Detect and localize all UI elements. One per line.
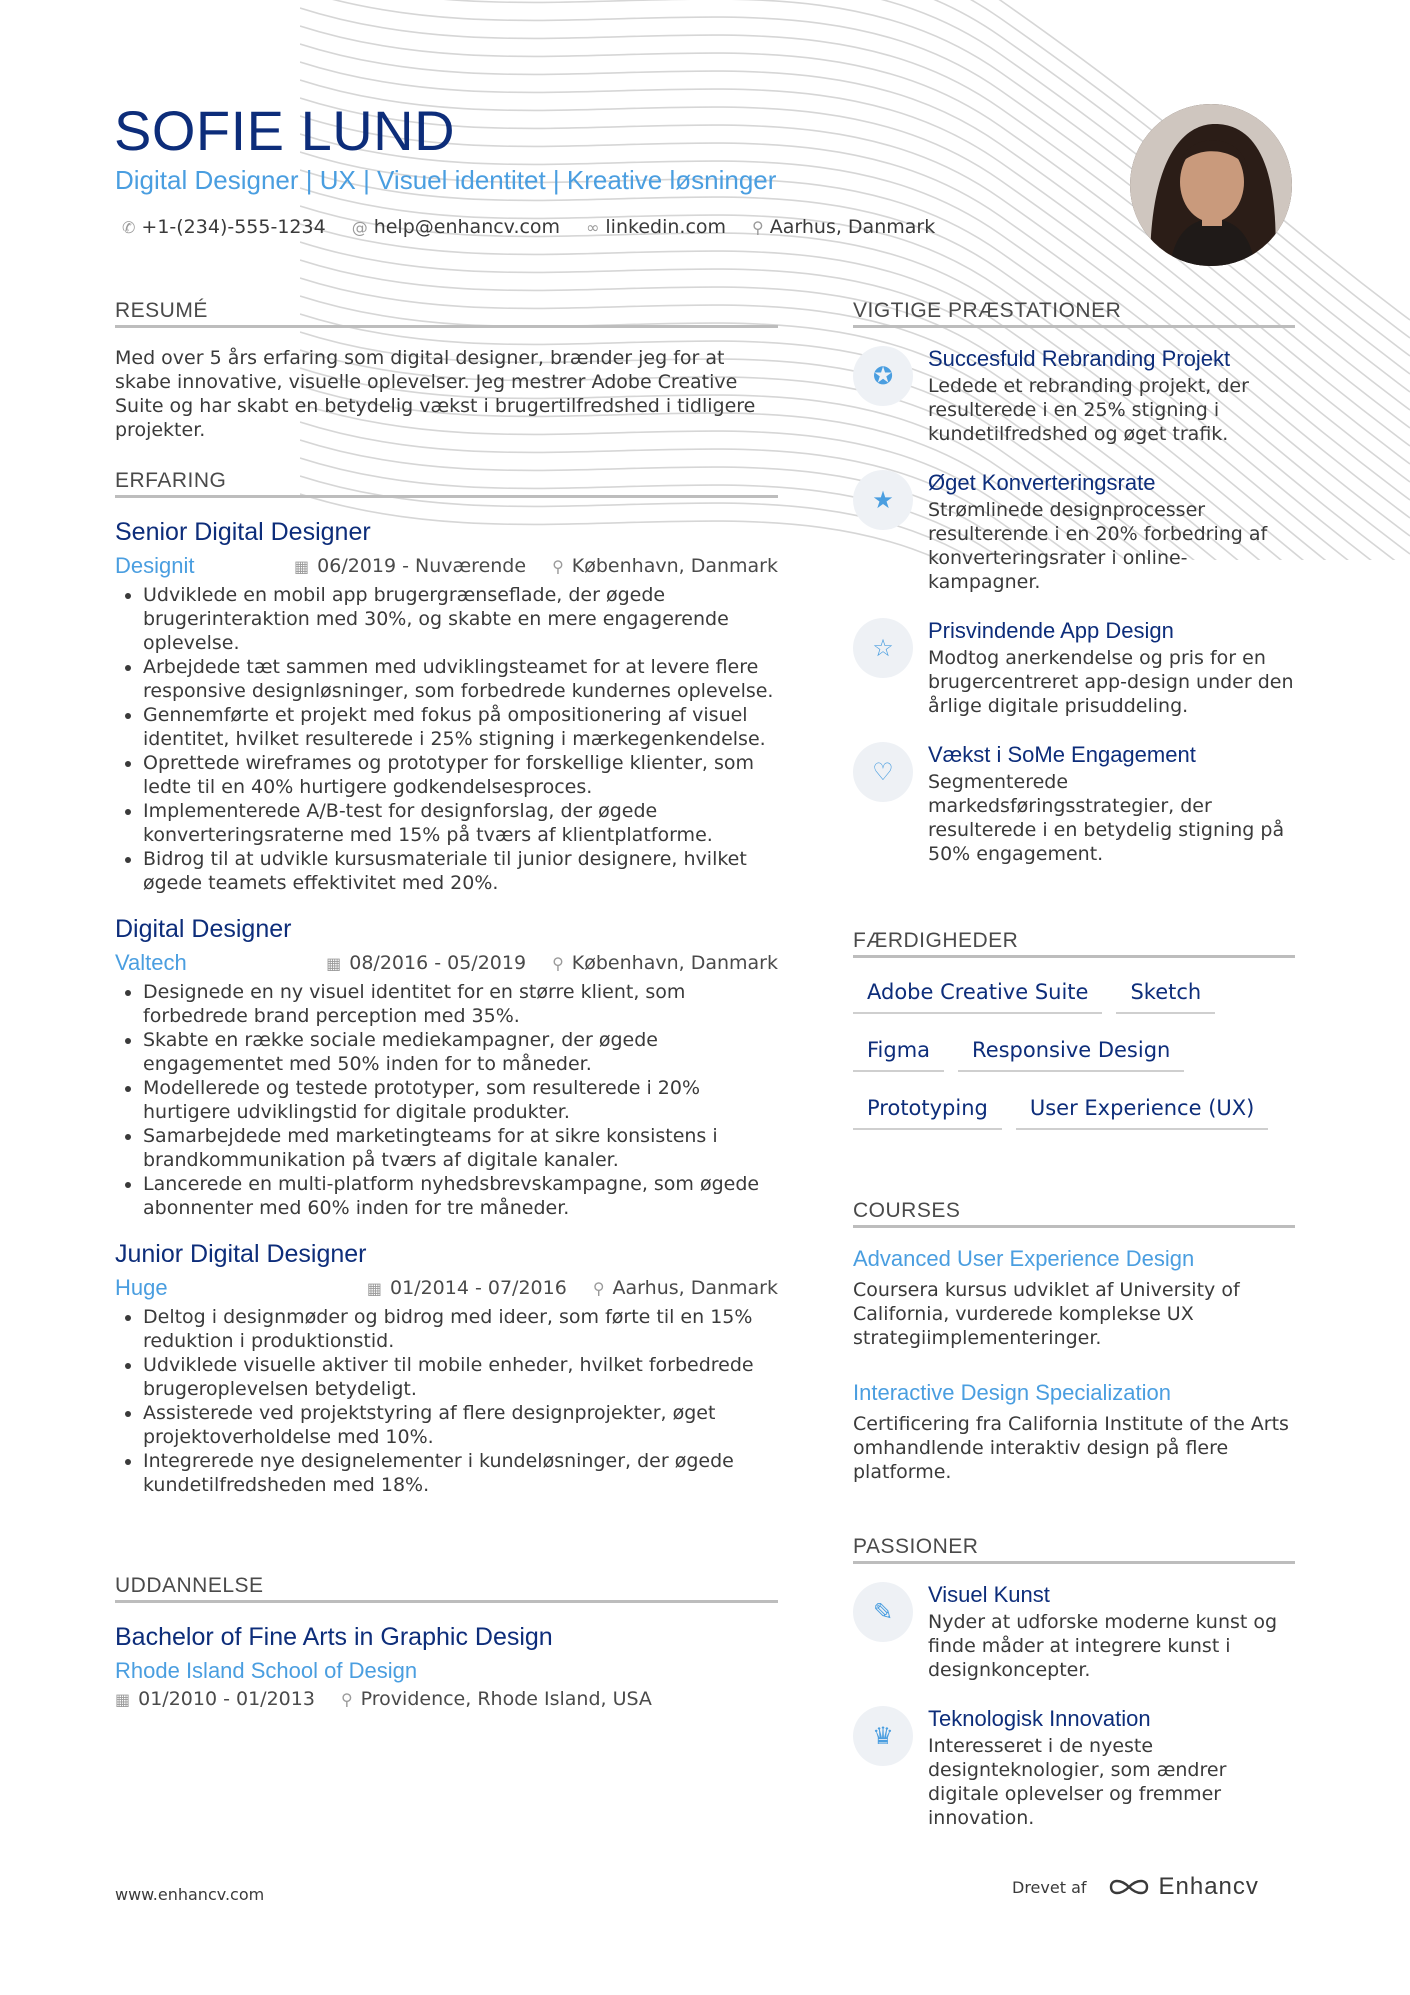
job-meta [115, 553, 778, 579]
job-entry [115, 1240, 778, 1497]
footer-website[interactable]: www.enhancv.com [115, 1885, 265, 1904]
achievement-item [853, 618, 1295, 718]
achievement-title: Succesfuld Rebranding Projekt [928, 346, 1231, 371]
job-title: Digital Designer [115, 915, 292, 943]
at-icon: @ [351, 217, 368, 237]
job-bullet: • Lancerede en multi-platform nyhedsbrevskampagne, som øgede abonnenter med 60% inden for tre måneder. [143, 1172, 778, 1220]
course-item [853, 1380, 1295, 1484]
experience-section-title: ERFARING [115, 469, 778, 498]
achievement-desc: Strømlinede designprocesser resulterende i en 20% forbedring af konverteringsrater i online-kampagner. [928, 499, 1268, 593]
job-company: Designit [115, 553, 195, 578]
job-bullet: • Modellerede og testede prototyper, som resulterede i 20% hurtigere udviklingstid for digitale produkter. [143, 1076, 778, 1124]
passion-item [853, 1706, 1295, 1830]
achievement-desc: Modtog anerkendelse og pris for en brugercentreret app-design under den årlige digitale prisuddeling. [928, 647, 1294, 717]
location-icon: ⚲ [552, 953, 564, 973]
passion-title: Visuel Kunst [928, 1582, 1050, 1607]
achievement-desc: Ledede et rebranding projekt, der resulterede i en 25% stigning i kundetilfredshed og øget trafik. [928, 375, 1249, 445]
powered-by-label: Drevet af [1012, 1877, 1087, 1897]
job-company: Huge [115, 1275, 168, 1300]
brush-icon: ✎ [853, 1582, 913, 1642]
education-location [341, 1688, 652, 1710]
skill-tag: Prototyping [853, 1090, 1002, 1130]
courses-section [853, 1199, 1295, 1484]
passion-item [853, 1582, 1295, 1682]
profile-photo [1130, 104, 1292, 266]
job-dates-text: 08/2016 - 05/2019 [349, 952, 527, 974]
education-school: Rhode Island School of Design [115, 1658, 418, 1683]
location-icon: ⚲ [592, 1278, 605, 1298]
course-desc: Certificering fra California Institute of the Arts omhandlende interaktiv design på flere platforme. [853, 1413, 1289, 1483]
contact-phone-text: +1-(234)-555-1234 [141, 216, 326, 238]
location-icon: ⚲ [340, 1689, 353, 1709]
skill-tag: Figma [853, 1032, 944, 1072]
job-dates-text: 06/2019 - Nuværende [317, 555, 527, 577]
left-column [115, 299, 778, 442]
passion-title: Teknologisk Innovation [928, 1706, 1151, 1731]
trophy-icon: ♛ [853, 1706, 913, 1766]
passions-section [853, 1535, 1295, 1830]
job-entry [115, 518, 778, 895]
award-icon: ✪ [853, 346, 913, 406]
achievement-desc: Segmenterede markedsføringsstrategier, der resulterede i en betydelig stigning på 50% engagement. [928, 771, 1285, 865]
lightbulb-icon: ♡ [853, 742, 913, 802]
job-bullet: • Deltog i designmøder og bidrog med ideer, som førte til en 15% reduktion i produktionstid. [143, 1305, 778, 1353]
candidate-name: SOFIE LUND [114, 99, 456, 162]
skill-tag: User Experience (UX) [1016, 1090, 1268, 1130]
course-title: Interactive Design Specialization [853, 1380, 1171, 1405]
phone-icon: ✆ [122, 217, 136, 237]
calendar-icon: ▦ [115, 1689, 131, 1709]
location-icon: ⚲ [752, 217, 764, 237]
job-bullet: • Samarbejdede med marketingteams for at sikre konsistens i brandkommunikation på tværs af digitale kanaler. [143, 1124, 778, 1172]
job-location-text: Aarhus, Danmark [612, 1277, 778, 1299]
skill-tag: Adobe Creative Suite [853, 974, 1102, 1014]
skills-section [853, 929, 1295, 1148]
achievement-item [853, 470, 1295, 594]
contact-location [752, 216, 935, 238]
achievements-section-title: VIGTIGE PRÆSTATIONER [853, 299, 1295, 328]
education-dates [115, 1688, 315, 1710]
job-location [552, 952, 778, 974]
skill-tag: Sketch [1116, 974, 1215, 1014]
candidate-tagline: Digital Designer | UX | Visuel identitet | Kreative løsninger [115, 165, 777, 195]
job-bullets [115, 1305, 778, 1497]
infinity-logo-icon [1107, 1875, 1151, 1899]
contact-linkedin-text: linkedin.com [605, 216, 727, 238]
achievements-section [853, 299, 1295, 866]
job-bullet: • Implementerede A/B-test for designforslag, der øgede konverteringsraterne med 15% på tværs af klientplatforme. [143, 799, 778, 847]
job-bullet: • Arbejdede tæt sammen med udviklingsteamet for at levere flere responsive designløsninger, som forbedrede kundernes oplevelse. [143, 655, 778, 703]
education-section [115, 1574, 778, 1710]
job-bullet: • Bidrog til at udvikle kursusmateriale til junior designere, hvilket øgede teamets effektivitet med 20%. [143, 847, 778, 895]
job-bullet: • Oprettede wireframes og prototyper for forskellige klienter, som ledte til en 40% hurtigere godkendelsesproces. [143, 751, 778, 799]
education-dates-text: 01/2010 - 01/2013 [138, 1688, 315, 1710]
job-title: Senior Digital Designer [115, 518, 371, 546]
achievement-title: Prisvindende App Design [928, 618, 1174, 643]
education-section-title: UDDANNELSE [115, 1574, 778, 1603]
job-title: Junior Digital Designer [115, 1240, 367, 1268]
calendar-icon: ▦ [326, 953, 342, 973]
job-entry [115, 915, 778, 1220]
education-location-text: Providence, Rhode Island, USA [360, 1688, 652, 1710]
achievement-title: Vækst i SoMe Engagement [928, 742, 1196, 767]
brand-logo[interactable] [1107, 1873, 1259, 1901]
education-meta [115, 1688, 778, 1710]
job-location-text: København, Danmark [571, 555, 778, 577]
calendar-icon: ▦ [366, 1278, 382, 1298]
star-filled-icon: ★ [853, 470, 913, 530]
job-bullet: • Assisterede ved projektstyring af flere designprojekter, øget projektoverholdelse med 10%. [143, 1401, 778, 1449]
calendar-icon: ▦ [294, 556, 310, 576]
skill-tag: Responsive Design [958, 1032, 1184, 1072]
job-bullets [115, 583, 778, 895]
job-dates [294, 555, 526, 577]
skills-list [853, 974, 1295, 1148]
course-desc: Coursera kursus udviklet af University of California, vurderede komplekse UX strategiimplementeringer. [853, 1279, 1240, 1349]
achievement-title: Øget Konverteringsrate [928, 470, 1156, 495]
course-title: Advanced User Experience Design [853, 1246, 1195, 1271]
job-bullet: • Udviklede en mobil app brugergrænseflade, der øgede brugerinteraktion med 30%, og skabte en mere engagerende oplevelse. [143, 583, 778, 655]
course-item [853, 1246, 1295, 1350]
skills-section-title: FÆRDIGHEDER [853, 929, 1295, 958]
job-dates [367, 1277, 567, 1299]
passions-section-title: PASSIONER [853, 1535, 1295, 1564]
job-bullets [115, 980, 778, 1220]
contact-bar [122, 216, 935, 238]
star-outline-icon: ☆ [853, 618, 913, 678]
contact-location-text: Aarhus, Danmark [769, 216, 936, 238]
job-meta [115, 1275, 778, 1301]
contact-email[interactable] [352, 216, 560, 238]
courses-section-title: COURSES [853, 1199, 1295, 1228]
education-degree: Bachelor of Fine Arts in Graphic Design [115, 1623, 553, 1651]
footer-branding [1012, 1873, 1259, 1901]
job-bullet: • Integrerede nye designelementer i kundeløsninger, der øgede kundetilfredsheden med 18%. [143, 1449, 778, 1497]
job-dates [326, 952, 526, 974]
contact-phone[interactable] [122, 216, 326, 238]
experience-section [115, 469, 778, 1497]
job-bullet: • Skabte en række sociale mediekampagner, der øgede engagementet med 50% inden for to måneder. [143, 1028, 778, 1076]
passion-desc: Interesseret i de nyeste designteknologier, som ændrer digitale oplevelser og fremmer innovation. [928, 1735, 1227, 1829]
contact-email-text: help@enhancv.com [373, 216, 561, 238]
job-location-text: København, Danmark [571, 952, 778, 974]
job-bullet: • Designede en ny visuel identitet for en større klient, som forbedrede brand perception med 35%. [143, 980, 778, 1028]
contact-linkedin[interactable] [586, 216, 726, 238]
achievement-item [853, 346, 1295, 446]
job-bullet: • Udviklede visuelle aktiver til mobile enheder, hvilket forbedrede brugeroplevelsen betydeligt. [143, 1353, 778, 1401]
achievement-item [853, 742, 1295, 866]
resume-summary: Med over 5 års erfaring som digital designer, brænder jeg for at skabe innovative, visuelle oplevelser. Jeg mestrer Adobe Creative Suite og har skabt en betydelig vækst i brugertilfredshed i tidligere projekter. [115, 347, 756, 441]
link-icon: ∞ [586, 217, 600, 237]
job-meta [115, 950, 778, 976]
job-location [552, 555, 778, 577]
job-company: Valtech [115, 950, 187, 975]
job-bullet: • Gennemførte et projekt med fokus på ompositionering af visuel identitet, hvilket resulterede i 25% stigning i mærkegenkendelse. [143, 703, 778, 751]
job-dates-text: 01/2014 - 07/2016 [390, 1277, 567, 1299]
location-icon: ⚲ [552, 556, 564, 576]
brand-name: Enhancv [1158, 1873, 1259, 1900]
passion-desc: Nyder at udforske moderne kunst og finde måder at integrere kunst i designkoncepter. [928, 1611, 1278, 1681]
job-location [593, 1277, 778, 1299]
resume-section-title: RESUMÉ [115, 299, 778, 328]
